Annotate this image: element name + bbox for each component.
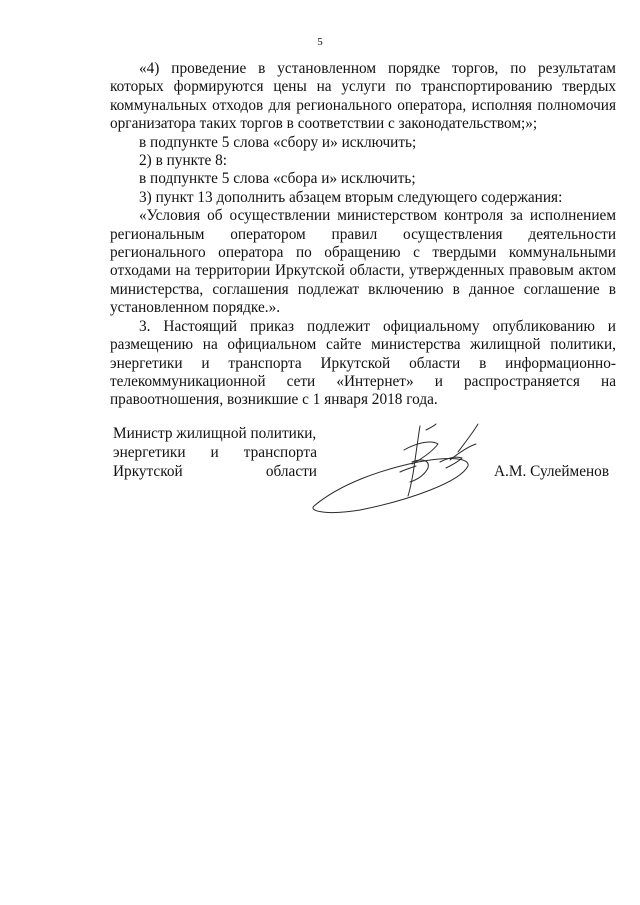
signer-name: А.М. Сулейменов: [494, 463, 610, 480]
paragraph-4-amendment: «4) проведение в установленном порядке торгов, по результатам которых формируются цены на услуги по транспортированию твердых коммунальных отходов для регионального оператора, исполняя полномочия организатора таких торгов в соответствии с законодательством;»;: [110, 60, 616, 133]
paragraph-subitem-5-sboru: в подпункте 5 слова «сбору и» исключить;: [139, 133, 417, 151]
paragraph-item-8: 2) в пункте 8:: [139, 152, 228, 170]
signatory-title-line-2: энергетики и транспорта: [113, 444, 317, 461]
signatory-title-line-3: Иркутской области: [113, 463, 317, 480]
signatory-title: [113, 424, 317, 481]
paragraph-conditions: «Условия об осуществлении министерством контроля за исполнением региональным оператором правил осуществления деятельности регионального оператора по обращению с твердыми коммунальными отходами на территории Иркутской области, утвержденных правовым актом министерства, соглашения подлежат включению в данное соглашение в установленном порядке.».: [110, 207, 616, 317]
page-number: 5: [317, 36, 323, 48]
paragraph-subitem-5-sbora: в подпункте 5 слова «сбора и» исключить;: [139, 170, 416, 188]
paragraph-publication: 3. Настоящий приказ подлежит официальному опубликованию и размещению на официальном сайте министерства жилищной политики, энергетики и транспорта Иркутской области в информационно-телекоммуникационной сети «Интернет» и распространяется на правоотношения, возникшие с 1 января 2018 года.: [110, 317, 616, 409]
paragraph-item-13: 3) пункт 13 дополнить абзацем вторым следующего содержания:: [139, 188, 563, 206]
signatory-title-line-1: Министр жилищной политики,: [113, 425, 317, 442]
document-body: [110, 60, 616, 410]
